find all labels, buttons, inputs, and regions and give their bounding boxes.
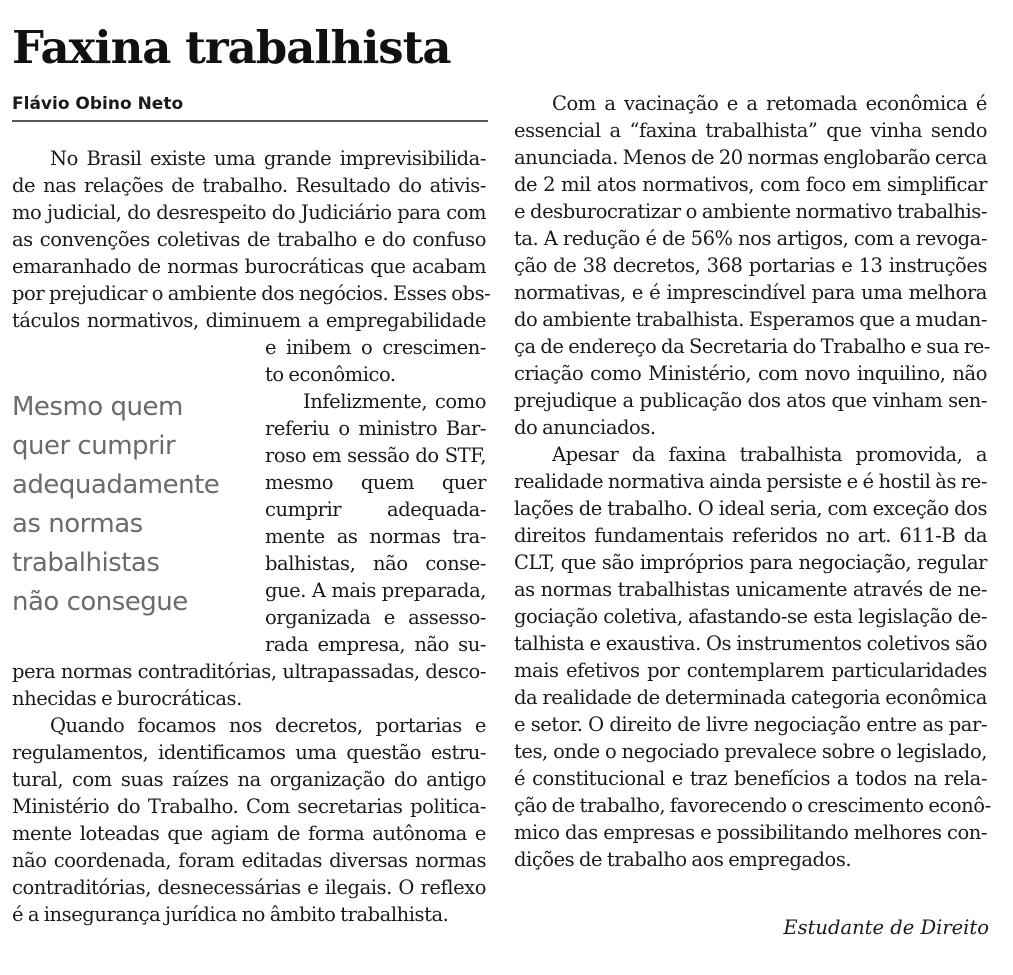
article-text-line: mente as normas tra-	[265, 525, 486, 548]
article-text-line: do anunciados.	[514, 416, 656, 439]
article-text-line: as normas trabalhistas unicamente através de ne-	[514, 578, 987, 601]
article-text-line: CLT, que são impróprios para negociação, regular	[514, 551, 987, 574]
article-text-line: da realidade de determinada categoria econômica	[514, 686, 987, 709]
article-text-line: referiu o ministro Bar-	[265, 417, 486, 440]
article-text-line: direitos fundamentais referidos no art. 611-B da	[514, 524, 987, 547]
article-text-line: e setor. O direito de livre negociação entre as par-	[514, 713, 987, 736]
pull-quote-line: não consegue	[12, 587, 188, 617]
article-text-line: do ambiente trabalhista. Esperamos que a mudan-	[514, 308, 987, 331]
article-text-line: talhista e exaustiva. Os instrumentos coletivos são	[514, 632, 987, 655]
article-text-line: ta. A redução é de 56% nos artigos, com a revoga-	[514, 227, 987, 250]
article-text-line: normativas, e é imprescindível para uma melhora	[514, 281, 987, 304]
article-text-line: Infelizmente, como	[303, 390, 486, 413]
article-text-line: organizada e assesso-	[265, 606, 486, 629]
article-text-line: balhistas, não conse-	[265, 552, 486, 575]
author-signature: Estudante de Direito	[783, 916, 989, 939]
article-text-line: por prejudicar o ambiente dos negócios. Esses obs-	[12, 282, 491, 305]
article-text-line: pera normas contraditórias, ultrapassadas, desco-	[12, 660, 486, 683]
article-text-line: roso em sessão do STF,	[265, 444, 486, 467]
article-text-line: mesmo quem quer	[265, 471, 486, 494]
pull-quote-line: Mesmo quem	[12, 392, 183, 422]
pull-quote-line: adequadamente	[12, 470, 220, 500]
article-text-line: Quando focamos nos decretos, portarias e	[50, 714, 486, 737]
article-text-line: mo judicial, do desrespeito do Judiciário para com	[12, 201, 486, 224]
article-text-line: nhecidas e burocráticas.	[12, 687, 242, 710]
article-text-line: tural, com suas raízes na organização do antigo	[12, 768, 486, 791]
article-text-line: é constitucional e traz benefícios a todos na rela-	[514, 767, 987, 790]
article-text-line: Apesar da faxina trabalhista promovida, a	[552, 443, 987, 466]
article-text-line: tes, onde o negociado prevalece sobre o legislado,	[514, 740, 987, 763]
article-text-line: e inibem o crescimen-	[265, 336, 486, 359]
article-text-line: lações de trabalho. O ideal seria, com exceção dos	[514, 497, 987, 520]
article-text-line: Ministério do Trabalho. Com secretarias politica-	[12, 795, 486, 818]
article-text-line: Com a vacinação e a retomada econômica é	[552, 92, 987, 115]
article-text-line: é a insegurança jurídica no âmbito trabalhista.	[12, 903, 449, 926]
article-text-line: essencial a “faxina trabalhista” que vinha sendo	[514, 119, 987, 142]
article-text-line: ça de endereço da Secretaria do Trabalho e sua re-	[514, 335, 990, 358]
article-text-line: criação como Ministério, com novo inquilino, não	[514, 362, 987, 385]
article-text-line: gue. A mais preparada,	[265, 579, 486, 602]
byline-divider	[12, 120, 488, 122]
article-text-line: to econômico.	[265, 363, 396, 386]
article-text-line: e desburocratizar o ambiente normativo trabalhis-	[514, 200, 987, 223]
article-text-line: de 2 mil atos normativos, com foco em simplificar	[514, 173, 987, 196]
pull-quote-line: quer cumprir	[12, 431, 176, 461]
article-text-line: gociação coletiva, afastando-se esta legislação de-	[514, 605, 987, 628]
article-text-line: de nas relações de trabalho. Resultado do ativis-	[12, 174, 486, 197]
article-text-line: mico das empresas e possibilitando melhores con-	[514, 821, 987, 844]
article-text-line: rada empresa, não su-	[265, 633, 486, 656]
article-text-line: as convenções coletivas de trabalho e do confuso	[12, 228, 486, 251]
article-text-line: regulamentos, identificamos uma questão estru-	[12, 741, 486, 764]
article-text-line: realidade normativa ainda persiste e é hostil às re-	[514, 470, 987, 493]
article-text-line: No Brasil existe uma grande imprevisibilida-	[50, 147, 486, 170]
article-text-line: ção de 38 decretos, 368 portarias e 13 instruções	[514, 254, 987, 277]
article-text-line: emaranhado de normas burocráticas que acabam	[12, 255, 486, 278]
article-text-line: mais efetivos por contemplarem particularidades	[514, 659, 987, 682]
article-text-line: mente loteadas que agiam de forma autônoma e	[12, 822, 486, 845]
pull-quote-line: trabalhistas	[12, 548, 160, 578]
article-text-line: cumprir adequada-	[265, 498, 486, 521]
article-text-line: prejudique a publicação dos atos que vinham sen-	[514, 389, 987, 412]
pull-quote-line: as normas	[12, 509, 143, 539]
article-text-line: anunciada. Menos de 20 normas englobarão cerca	[514, 146, 987, 169]
author-byline: Flávio Obino Neto	[12, 94, 184, 114]
article-text-line: dições de trabalho aos empregados.	[514, 848, 852, 871]
article-text-line: contraditórias, desnecessárias e ilegais. O reflexo	[12, 876, 486, 899]
article-title: Faxina trabalhista	[12, 21, 451, 74]
article-text-line: táculos normativos, diminuem a empregabilidade	[12, 309, 486, 332]
article-text-line: ção de trabalho, favorecendo o crescimento econô-	[514, 794, 991, 817]
article-text-line: não coordenada, foram editadas diversas normas	[12, 849, 486, 872]
